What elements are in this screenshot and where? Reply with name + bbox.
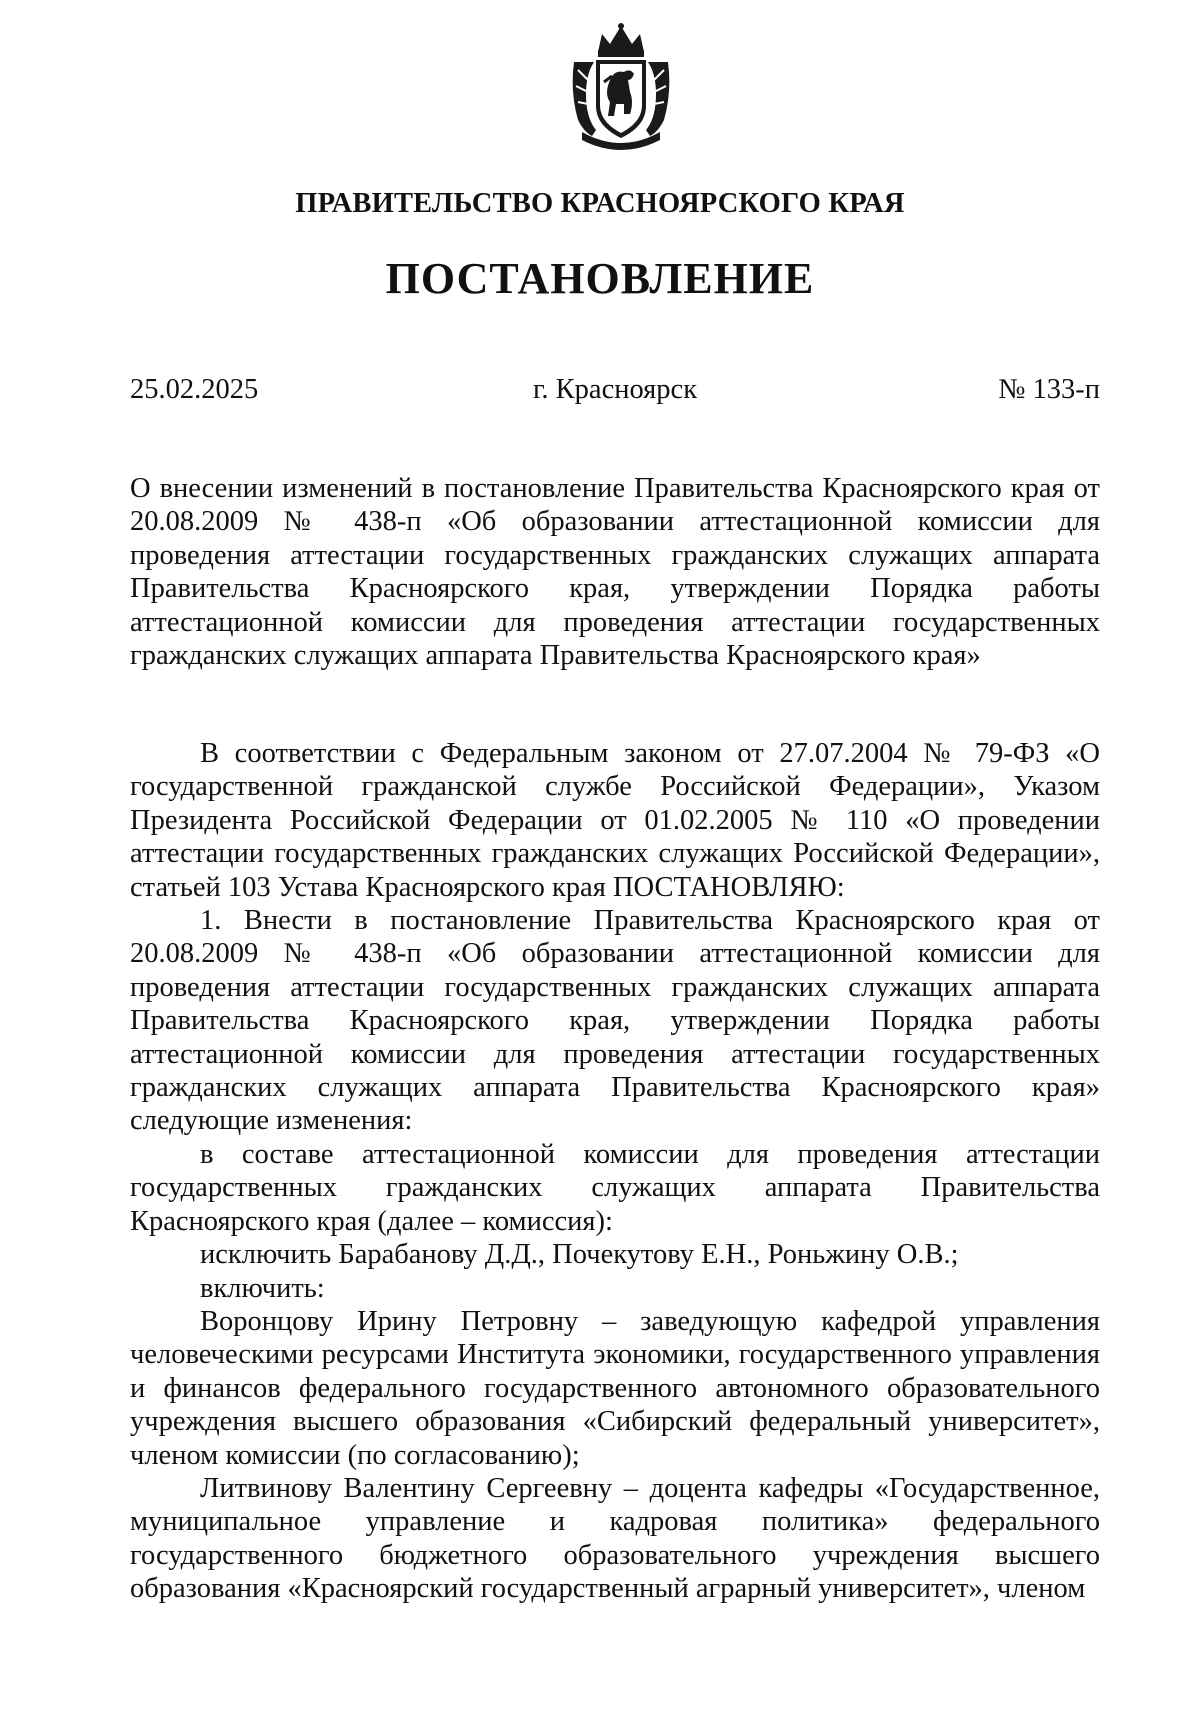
body-paragraph-commission: в составе аттестационной комиссии для проведения аттестации государственных гражданских служащих аппарата Правительства Красноярского края (далее – комиссия): bbox=[130, 1138, 1100, 1237]
document-type: ПОСТАНОВЛЕНИЕ bbox=[385, 254, 815, 303]
body-paragraph-include: включить: bbox=[200, 1272, 325, 1304]
document-body bbox=[130, 737, 1100, 1606]
coat-of-arms-icon bbox=[568, 22, 674, 150]
body-paragraph-member-vorontsova: Воронцову Ирину Петровну – заведующую кафедрой управления человеческими ресурсами Института экономики, государственного управления и финансов федерального государственного автономного образовательного учреждения высшего образования «Сибирский федеральный университет», членом комиссии (по согласованию); bbox=[130, 1305, 1100, 1471]
coat-of-arms-graphic bbox=[568, 22, 674, 150]
document-number: № 133-п bbox=[998, 374, 1100, 405]
body-paragraph-preamble: В соответствии с Федеральным законом от 27.07.2004 № 79-ФЗ «О государственной гражданской службе Российской Федерации», Указом Президента Российской Федерации от 01.02.2005 № 110 «О проведении аттестации государственных гражданских служащих Российской Федерации», статьей 103 Устава Красноярского края ПОСТАНОВЛЯЮ: bbox=[130, 738, 1100, 903]
body-paragraph-member-litvinova: Литвинову Валентину Сергеевну – доцента кафедры «Государственное, муниципальное управление и кадровая политика» федерального государственного бюджетного образовательного учреждения высшего образования «Красноярский государственный аграрный университет», членом bbox=[130, 1472, 1100, 1605]
body-paragraph-item-1: 1. Внести в постановление Правительства Красноярского края от 20.08.2009 № 438-п «Об образовании аттестационной комиссии для проведения аттестации государственных гражданских служащих аппарата Правительства Красноярского края, утверждении Порядка работы аттестационной комиссии для проведения аттестации государственных гражданских служащих аппарата Правительства Красноярского края» следующие изменения: bbox=[130, 905, 1100, 1137]
document-title: О внесении изменений в постановление Правительства Красноярского края от 20.08.2009 № 438-п «Об образовании аттестационной комиссии для проведения аттестации государственных гражданских служащих аппарата Правительства Красноярского края, утверждении Порядка работы аттестационной комиссии для проведения аттестации государственных гражданских служащих аппарата Правительства Красноярского края» bbox=[130, 473, 1100, 672]
document-city: г. Красноярск bbox=[532, 374, 698, 405]
document-meta bbox=[130, 374, 1100, 414]
document-date: 25.02.2025 bbox=[130, 374, 259, 405]
organization-name: ПРАВИТЕЛЬСТВО КРАСНОЯРСКОГО КРАЯ bbox=[295, 188, 905, 219]
body-paragraph-exclude: исключить Барабанову Д.Д., Почекутову Е.Н., Роньжину О.В.; bbox=[200, 1239, 959, 1271]
